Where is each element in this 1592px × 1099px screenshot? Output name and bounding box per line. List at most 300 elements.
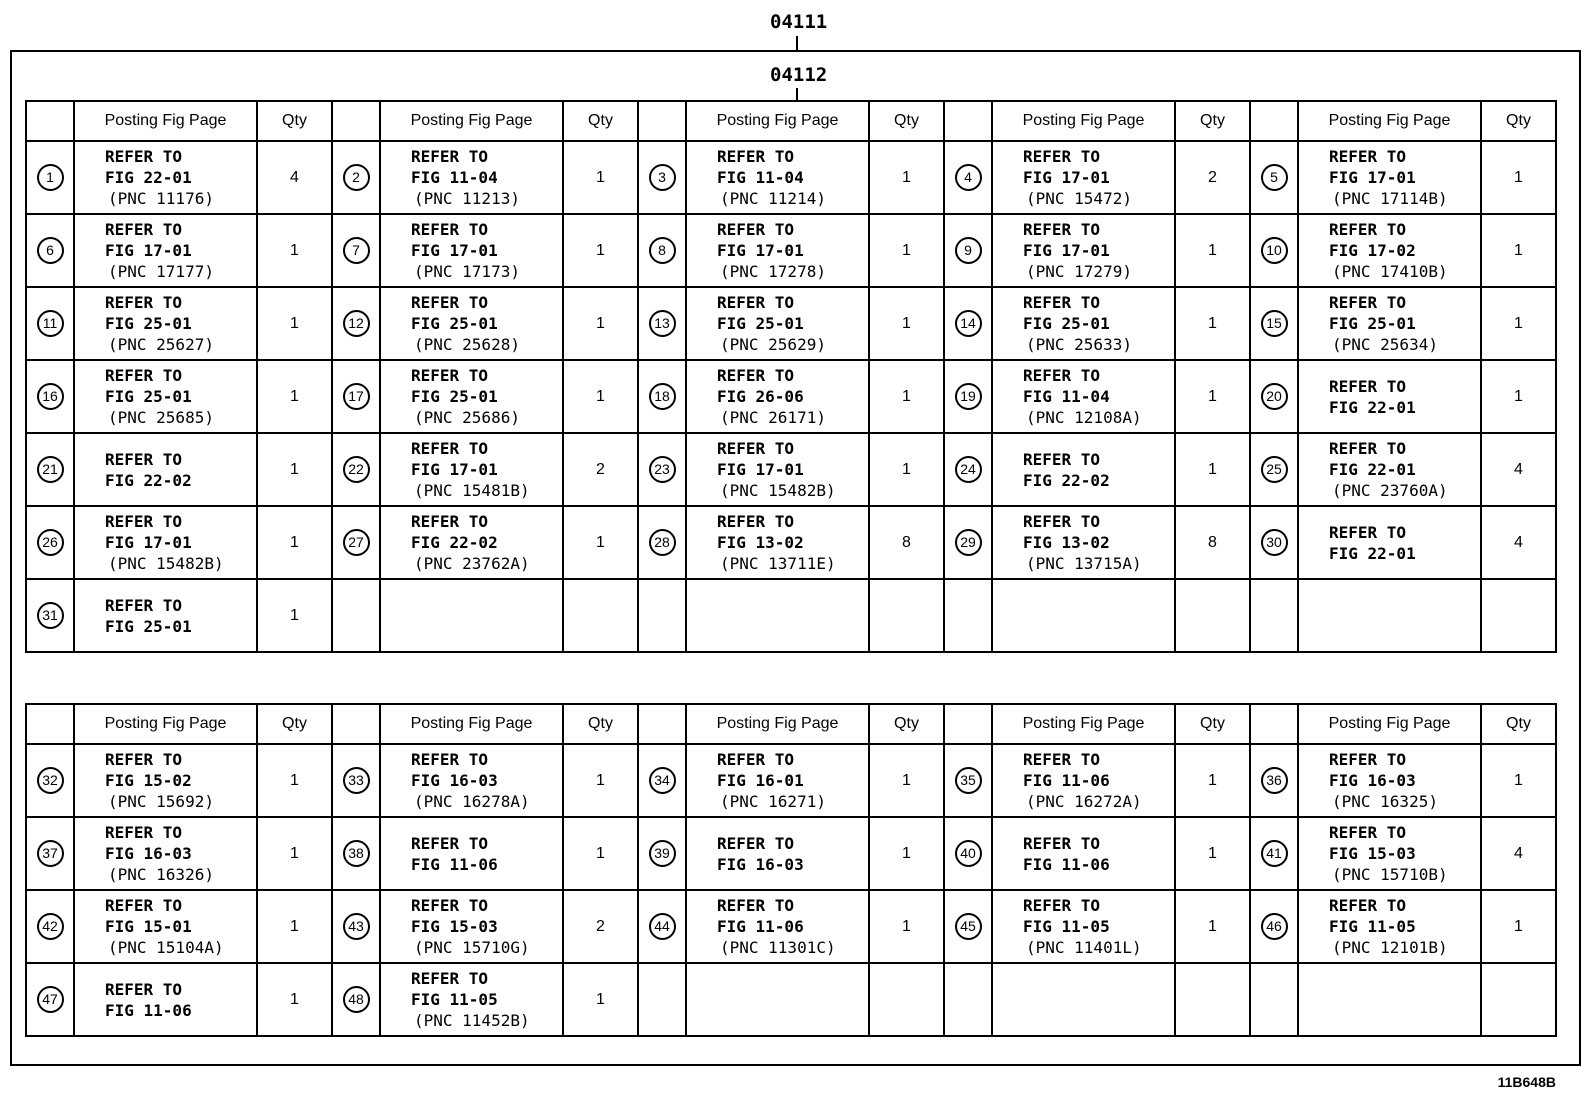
reference-line: REFER TO xyxy=(717,750,795,769)
figure-reference: FIG 11-06 xyxy=(1023,854,1110,874)
item-number-cell xyxy=(26,579,74,652)
reference-cell xyxy=(380,817,563,890)
quantity-cell: 1 xyxy=(563,744,638,817)
figure-reference: FIG 22-01 xyxy=(105,168,192,187)
reference-line: REFER TO xyxy=(1329,439,1407,458)
quantity-cell: 1 xyxy=(869,744,944,817)
figure-reference: FIG 15-03 xyxy=(1329,844,1416,863)
reference-line: REFER TO xyxy=(1329,147,1407,166)
reference-cell xyxy=(1298,963,1481,1036)
item-number-cell xyxy=(638,214,686,287)
item-number-cell xyxy=(944,506,992,579)
pnc-code: (PNC 15692) xyxy=(108,792,214,811)
pnc-code: (PNC 15104A) xyxy=(108,938,224,957)
header-qty: Qty xyxy=(1481,704,1556,744)
item-number-cell xyxy=(944,817,992,890)
item-number-cell xyxy=(944,214,992,287)
pnc-code: (PNC 12108A) xyxy=(1026,408,1142,427)
quantity-cell: 1 xyxy=(257,744,332,817)
table-row xyxy=(26,890,1556,963)
item-number-cell xyxy=(638,963,686,1036)
item-number-cell xyxy=(1250,141,1298,214)
item-number-badge: 19 xyxy=(955,383,982,410)
quantity-cell: 1 xyxy=(1481,360,1556,433)
figure-reference: FIG 11-04 xyxy=(411,168,498,187)
reference-line: REFER TO xyxy=(1023,833,1101,853)
reference-cell xyxy=(686,287,869,360)
quantity-cell: 1 xyxy=(563,141,638,214)
assembly-code-04111: 04111 xyxy=(770,11,828,33)
quantity-cell: 1 xyxy=(1175,890,1250,963)
reference-line: REFER TO xyxy=(105,979,183,999)
pnc-code: (PNC 25627) xyxy=(108,335,214,354)
pnc-code: (PNC 16271) xyxy=(720,792,826,811)
item-number-cell xyxy=(26,433,74,506)
header-qty: Qty xyxy=(257,704,332,744)
figure-reference: FIG 16-03 xyxy=(105,844,192,863)
header-blank xyxy=(1250,704,1298,744)
item-number-cell xyxy=(332,744,380,817)
item-number-cell xyxy=(638,360,686,433)
figure-reference: FIG 11-06 xyxy=(717,917,804,936)
item-number-badge: 33 xyxy=(343,767,370,794)
item-number-cell xyxy=(1250,506,1298,579)
header-qty: Qty xyxy=(257,101,332,141)
reference-cell xyxy=(74,817,257,890)
item-number-badge: 22 xyxy=(343,456,370,483)
reference-cell xyxy=(1298,287,1481,360)
figure-reference: FIG 11-05 xyxy=(1329,917,1416,936)
quantity-cell: 1 xyxy=(1175,214,1250,287)
quantity-cell: 1 xyxy=(1175,433,1250,506)
reference-cell xyxy=(992,817,1175,890)
header-qty: Qty xyxy=(1481,101,1556,141)
header-blank xyxy=(1250,101,1298,141)
header-posting-fig-page: Posting Fig Page xyxy=(686,704,869,744)
table-row xyxy=(26,141,1556,214)
header-qty: Qty xyxy=(1175,101,1250,141)
quantity-cell: 1 xyxy=(563,214,638,287)
reference-line: REFER TO xyxy=(1329,220,1407,239)
item-number-cell xyxy=(1250,287,1298,360)
pnc-code: (PNC 17279) xyxy=(1026,262,1132,281)
reference-line: REFER TO xyxy=(1023,449,1101,469)
header-posting-fig-page: Posting Fig Page xyxy=(1298,704,1481,744)
reference-cell xyxy=(992,214,1175,287)
pnc-code: (PNC 11301C) xyxy=(720,938,836,957)
pnc-code: (PNC 13711E) xyxy=(720,554,836,573)
item-number-cell xyxy=(1250,744,1298,817)
header-blank xyxy=(638,101,686,141)
item-number-cell xyxy=(638,287,686,360)
reference-line: REFER TO xyxy=(1023,512,1101,531)
reference-cell xyxy=(74,287,257,360)
reference-cell xyxy=(74,744,257,817)
reference-cell xyxy=(686,506,869,579)
item-number-badge: 9 xyxy=(955,237,982,264)
reference-cell xyxy=(380,433,563,506)
figure-reference: FIG 15-02 xyxy=(105,771,192,790)
item-number-badge: 5 xyxy=(1261,164,1288,191)
figure-reference: FIG 17-01 xyxy=(1023,241,1110,260)
quantity-cell: 1 xyxy=(1175,287,1250,360)
item-number-badge: 6 xyxy=(37,237,64,264)
pnc-code: (PNC 15482B) xyxy=(720,481,836,500)
figure-reference: FIG 17-01 xyxy=(717,241,804,260)
reference-cell xyxy=(686,817,869,890)
table-row xyxy=(26,433,1556,506)
item-number-badge: 2 xyxy=(343,164,370,191)
pnc-code: (PNC 11213) xyxy=(414,189,520,208)
figure-reference: FIG 15-03 xyxy=(411,917,498,936)
item-number-cell xyxy=(26,817,74,890)
pnc-code: (PNC 25634) xyxy=(1332,335,1438,354)
figure-reference: FIG 22-01 xyxy=(1329,543,1416,563)
reference-cell xyxy=(74,214,257,287)
reference-line: REFER TO xyxy=(411,512,489,531)
reference-line: REFER TO xyxy=(411,366,489,385)
item-number-badge: 10 xyxy=(1261,237,1288,264)
item-number-cell xyxy=(332,287,380,360)
reference-cell xyxy=(74,963,257,1036)
item-number-badge: 35 xyxy=(955,767,982,794)
reference-line: REFER TO xyxy=(1329,823,1407,842)
item-number-badge: 41 xyxy=(1261,840,1288,867)
figure-reference: FIG 22-01 xyxy=(1329,397,1416,417)
reference-line: REFER TO xyxy=(411,750,489,769)
figure-reference: FIG 17-01 xyxy=(1329,168,1416,187)
reference-cell xyxy=(380,141,563,214)
table-header-row xyxy=(26,704,1556,744)
reference-cell xyxy=(1298,360,1481,433)
reference-line: REFER TO xyxy=(411,833,489,853)
table-row xyxy=(26,817,1556,890)
reference-line: REFER TO xyxy=(411,896,489,915)
item-number-badge: 8 xyxy=(649,237,676,264)
reference-line: REFER TO xyxy=(717,366,795,385)
pnc-code: (PNC 16272A) xyxy=(1026,792,1142,811)
header-qty: Qty xyxy=(563,704,638,744)
quantity-cell: 1 xyxy=(1481,287,1556,360)
pnc-code: (PNC 15481B) xyxy=(414,481,530,500)
table-row xyxy=(26,214,1556,287)
quantity-cell: 8 xyxy=(1175,506,1250,579)
item-number-badge: 20 xyxy=(1261,383,1288,410)
reference-line: REFER TO xyxy=(1023,293,1101,312)
pnc-code: (PNC 12101B) xyxy=(1332,938,1448,957)
quantity-cell: 2 xyxy=(1175,141,1250,214)
pnc-code: (PNC 11214) xyxy=(720,189,826,208)
item-number-cell xyxy=(332,579,380,652)
table-header-row xyxy=(26,101,1556,141)
reference-cell xyxy=(992,963,1175,1036)
item-number-badge: 13 xyxy=(649,310,676,337)
item-number-badge: 4 xyxy=(955,164,982,191)
reference-line: REFER TO xyxy=(717,293,795,312)
figure-reference: FIG 17-01 xyxy=(105,241,192,260)
item-number-badge: 1 xyxy=(37,164,64,191)
reference-line: REFER TO xyxy=(105,595,183,615)
item-number-badge: 18 xyxy=(649,383,676,410)
reference-cell xyxy=(1298,579,1481,652)
parts-table-lower xyxy=(25,703,1557,1037)
item-number-cell xyxy=(638,579,686,652)
reference-cell xyxy=(1298,890,1481,963)
figure-reference: FIG 17-02 xyxy=(1329,241,1416,260)
reference-cell xyxy=(380,506,563,579)
item-number-cell xyxy=(26,287,74,360)
reference-cell xyxy=(380,890,563,963)
reference-cell xyxy=(1298,744,1481,817)
reference-line: REFER TO xyxy=(717,220,795,239)
item-number-badge: 23 xyxy=(649,456,676,483)
pnc-code: (PNC 17410B) xyxy=(1332,262,1448,281)
quantity-cell xyxy=(563,579,638,652)
reference-cell xyxy=(686,360,869,433)
figure-reference: FIG 17-01 xyxy=(717,460,804,479)
quantity-cell: 1 xyxy=(257,890,332,963)
quantity-cell: 8 xyxy=(869,506,944,579)
reference-cell xyxy=(380,287,563,360)
item-number-cell xyxy=(944,141,992,214)
item-number-badge: 11 xyxy=(37,310,64,337)
quantity-cell: 1 xyxy=(563,287,638,360)
quantity-cell: 1 xyxy=(869,214,944,287)
figure-reference: FIG 11-06 xyxy=(105,1000,192,1020)
item-number-cell xyxy=(944,963,992,1036)
item-number-badge: 21 xyxy=(37,456,64,483)
item-number-badge: 25 xyxy=(1261,456,1288,483)
figure-reference: FIG 11-05 xyxy=(1023,917,1110,936)
item-number-badge: 26 xyxy=(37,529,64,556)
reference-cell xyxy=(380,744,563,817)
header-blank xyxy=(944,704,992,744)
pnc-code: (PNC 26171) xyxy=(720,408,826,427)
reference-line: REFER TO xyxy=(105,896,183,915)
quantity-cell: 2 xyxy=(563,890,638,963)
quantity-cell: 1 xyxy=(1175,360,1250,433)
item-number-cell xyxy=(26,141,74,214)
item-number-badge: 42 xyxy=(37,913,64,940)
figure-reference: FIG 16-01 xyxy=(717,771,804,790)
reference-cell xyxy=(992,506,1175,579)
item-number-cell xyxy=(638,890,686,963)
header-posting-fig-page: Posting Fig Page xyxy=(380,704,563,744)
figure-reference: FIG 11-04 xyxy=(717,168,804,187)
reference-cell xyxy=(686,744,869,817)
item-number-cell xyxy=(26,360,74,433)
pnc-code: (PNC 13715A) xyxy=(1026,554,1142,573)
reference-cell xyxy=(380,579,563,652)
figure-reference: FIG 25-01 xyxy=(1329,314,1416,333)
pnc-code: (PNC 17177) xyxy=(108,262,214,281)
reference-cell xyxy=(380,360,563,433)
figure-reference: FIG 11-06 xyxy=(411,854,498,874)
reference-cell xyxy=(686,963,869,1036)
reference-cell xyxy=(74,141,257,214)
reference-line: REFER TO xyxy=(105,512,183,531)
quantity-cell: 1 xyxy=(257,360,332,433)
reference-line: REFER TO xyxy=(717,512,795,531)
figure-reference: FIG 26-06 xyxy=(717,387,804,406)
item-number-badge: 24 xyxy=(955,456,982,483)
assembly-code-04112: 04112 xyxy=(770,64,828,86)
item-number-badge: 38 xyxy=(343,840,370,867)
figure-reference: FIG 17-01 xyxy=(411,241,498,260)
header-qty: Qty xyxy=(1175,704,1250,744)
quantity-cell: 1 xyxy=(1481,890,1556,963)
item-number-cell xyxy=(26,506,74,579)
reference-line: REFER TO xyxy=(1023,147,1101,166)
reference-line: REFER TO xyxy=(1023,366,1101,385)
pnc-code: (PNC 15482B) xyxy=(108,554,224,573)
header-posting-fig-page: Posting Fig Page xyxy=(1298,101,1481,141)
pnc-code: (PNC 16278A) xyxy=(414,792,530,811)
item-number-cell xyxy=(1250,214,1298,287)
reference-line: REFER TO xyxy=(717,439,795,458)
header-blank xyxy=(26,704,74,744)
figure-reference: FIG 25-01 xyxy=(717,314,804,333)
item-number-badge: 34 xyxy=(649,767,676,794)
reference-cell xyxy=(1298,214,1481,287)
reference-cell xyxy=(1298,506,1481,579)
pnc-code: (PNC 15710B) xyxy=(1332,865,1448,884)
leader-line-04111 xyxy=(796,36,798,51)
header-posting-fig-page: Posting Fig Page xyxy=(380,101,563,141)
item-number-badge: 44 xyxy=(649,913,676,940)
figure-reference: FIG 13-02 xyxy=(717,533,804,552)
item-number-badge: 17 xyxy=(343,383,370,410)
reference-cell xyxy=(992,890,1175,963)
pnc-code: (PNC 25628) xyxy=(414,335,520,354)
quantity-cell: 1 xyxy=(563,963,638,1036)
item-number-badge: 27 xyxy=(343,529,370,556)
reference-cell xyxy=(74,890,257,963)
item-number-cell xyxy=(944,890,992,963)
quantity-cell: 4 xyxy=(257,141,332,214)
reference-line: REFER TO xyxy=(1329,750,1407,769)
figure-reference: FIG 13-02 xyxy=(1023,533,1110,552)
item-number-cell xyxy=(332,433,380,506)
pnc-code: (PNC 25685) xyxy=(108,408,214,427)
reference-cell xyxy=(686,214,869,287)
header-qty: Qty xyxy=(869,101,944,141)
quantity-cell: 4 xyxy=(1481,817,1556,890)
figure-reference: FIG 25-01 xyxy=(1023,314,1110,333)
item-number-badge: 29 xyxy=(955,529,982,556)
item-number-badge: 47 xyxy=(37,986,64,1013)
quantity-cell: 1 xyxy=(1175,744,1250,817)
reference-line: REFER TO xyxy=(1329,522,1407,542)
item-number-cell xyxy=(332,506,380,579)
item-number-cell xyxy=(638,141,686,214)
pnc-code: (PNC 11176) xyxy=(108,189,214,208)
header-qty: Qty xyxy=(869,704,944,744)
figure-reference: FIG 16-03 xyxy=(717,854,804,874)
reference-cell xyxy=(992,360,1175,433)
reference-line: REFER TO xyxy=(717,833,795,853)
figure-reference: FIG 16-03 xyxy=(1329,771,1416,790)
pnc-code: (PNC 15472) xyxy=(1026,189,1132,208)
item-number-badge: 32 xyxy=(37,767,64,794)
reference-cell xyxy=(686,141,869,214)
table-row xyxy=(26,287,1556,360)
reference-line: REFER TO xyxy=(411,293,489,312)
header-blank xyxy=(944,101,992,141)
quantity-cell: 1 xyxy=(1481,141,1556,214)
item-number-badge: 48 xyxy=(343,986,370,1013)
quantity-cell: 1 xyxy=(1481,744,1556,817)
quantity-cell: 1 xyxy=(869,890,944,963)
reference-line: REFER TO xyxy=(105,293,183,312)
pnc-code: (PNC 16325) xyxy=(1332,792,1438,811)
reference-line: REFER TO xyxy=(1023,220,1101,239)
item-number-badge: 40 xyxy=(955,840,982,867)
quantity-cell xyxy=(869,579,944,652)
item-number-cell xyxy=(332,214,380,287)
reference-cell xyxy=(992,433,1175,506)
reference-cell xyxy=(74,506,257,579)
header-blank xyxy=(638,704,686,744)
quantity-cell: 1 xyxy=(257,287,332,360)
quantity-cell xyxy=(1481,963,1556,1036)
reference-line: REFER TO xyxy=(105,449,183,469)
pnc-code: (PNC 15710G) xyxy=(414,938,530,957)
header-posting-fig-page: Posting Fig Page xyxy=(74,704,257,744)
figure-reference: FIG 22-02 xyxy=(105,470,192,490)
item-number-badge: 30 xyxy=(1261,529,1288,556)
item-number-badge: 36 xyxy=(1261,767,1288,794)
reference-cell xyxy=(74,579,257,652)
item-number-cell xyxy=(332,963,380,1036)
pnc-code: (PNC 17114B) xyxy=(1332,189,1448,208)
figure-reference: FIG 25-01 xyxy=(105,387,192,406)
item-number-cell xyxy=(638,433,686,506)
reference-line: REFER TO xyxy=(717,896,795,915)
pnc-code: (PNC 16326) xyxy=(108,865,214,884)
item-number-badge: 12 xyxy=(343,310,370,337)
item-number-cell xyxy=(1250,433,1298,506)
reference-line: REFER TO xyxy=(1329,293,1407,312)
quantity-cell: 1 xyxy=(1175,817,1250,890)
header-blank xyxy=(26,101,74,141)
figure-reference: FIG 25-01 xyxy=(411,387,498,406)
figure-reference: FIG 11-06 xyxy=(1023,771,1110,790)
quantity-cell xyxy=(1175,579,1250,652)
figure-reference: FIG 25-01 xyxy=(105,314,192,333)
pnc-code: (PNC 17173) xyxy=(414,262,520,281)
item-number-cell xyxy=(638,817,686,890)
pnc-code: (PNC 25633) xyxy=(1026,335,1132,354)
reference-line: REFER TO xyxy=(1329,896,1407,915)
reference-cell xyxy=(992,287,1175,360)
reference-cell xyxy=(992,744,1175,817)
reference-cell xyxy=(686,433,869,506)
reference-line: REFER TO xyxy=(105,147,183,166)
reference-cell xyxy=(74,360,257,433)
item-number-badge: 45 xyxy=(955,913,982,940)
quantity-cell: 1 xyxy=(257,579,332,652)
item-number-cell xyxy=(1250,579,1298,652)
item-number-cell xyxy=(944,744,992,817)
item-number-badge: 7 xyxy=(343,237,370,264)
item-number-cell xyxy=(944,433,992,506)
pnc-code: (PNC 23760A) xyxy=(1332,481,1448,500)
table-row xyxy=(26,506,1556,579)
item-number-cell xyxy=(332,890,380,963)
figure-reference: FIG 15-01 xyxy=(105,917,192,936)
quantity-cell: 1 xyxy=(563,817,638,890)
